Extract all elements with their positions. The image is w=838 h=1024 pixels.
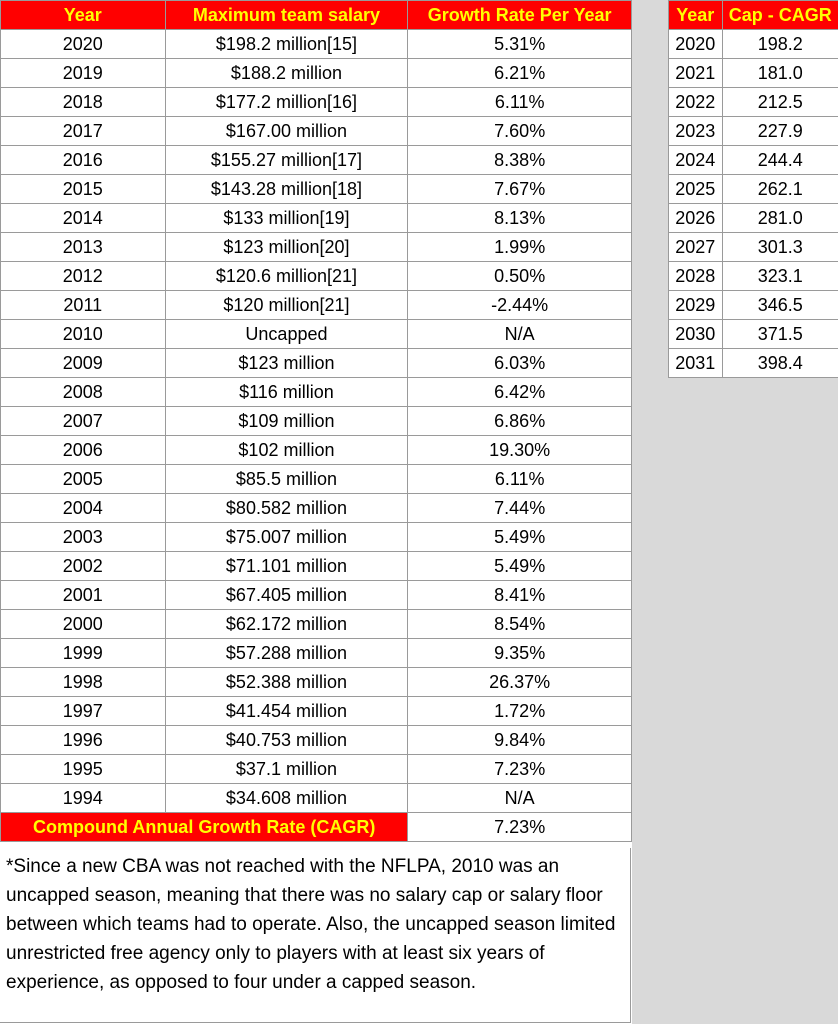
projection-row	[669, 349, 838, 378]
year-cell: 1997	[1, 697, 166, 726]
growth-cell: 5.31%	[408, 30, 632, 59]
year-cell: 2020	[1, 30, 166, 59]
growth-cell: 6.42%	[408, 378, 632, 407]
year-cell: 1995	[1, 755, 166, 784]
year-cell: 2007	[1, 407, 166, 436]
table-row	[1, 291, 632, 320]
growth-cell: 8.38%	[408, 146, 632, 175]
table-row	[1, 668, 632, 697]
growth-cell: 6.03%	[408, 349, 632, 378]
salary-cell: $67.405 million	[165, 581, 408, 610]
salary-cell: $123 million	[165, 349, 408, 378]
growth-cell: 1.72%	[408, 697, 632, 726]
cagr-value: 7.23%	[408, 813, 632, 842]
salary-cell: $123 million[20]	[165, 233, 408, 262]
projection-year-cell: 2031	[669, 349, 723, 378]
year-cell: 1996	[1, 726, 166, 755]
growth-cell: 7.60%	[408, 117, 632, 146]
table-row	[1, 784, 632, 813]
year-cell: 2017	[1, 117, 166, 146]
cap-projection-table	[668, 0, 838, 378]
projection-cap-cell: 323.1	[722, 262, 838, 291]
growth-cell: -2.44%	[408, 291, 632, 320]
table-row	[1, 697, 632, 726]
year-cell: 1999	[1, 639, 166, 668]
projection-row	[669, 146, 838, 175]
growth-cell: 6.11%	[408, 88, 632, 117]
salary-cell: $120.6 million[21]	[165, 262, 408, 291]
salary-cell: $71.101 million	[165, 552, 408, 581]
salary-cell: Uncapped	[165, 320, 408, 349]
cagr-label: Compound Annual Growth Rate (CAGR)	[1, 813, 408, 842]
growth-cell: N/A	[408, 784, 632, 813]
projection-cap-cell: 346.5	[722, 291, 838, 320]
salary-cell: $57.288 million	[165, 639, 408, 668]
table-row	[1, 59, 632, 88]
projection-row	[669, 204, 838, 233]
table-row	[1, 552, 632, 581]
projection-year-cell: 2022	[669, 88, 723, 117]
projection-year-cell: 2025	[669, 175, 723, 204]
salary-cell: $155.27 million[17]	[165, 146, 408, 175]
year-cell: 2015	[1, 175, 166, 204]
table-row	[1, 378, 632, 407]
header-growth-rate: Growth Rate Per Year	[408, 1, 632, 30]
year-cell: 2018	[1, 88, 166, 117]
salary-cell: $116 million	[165, 378, 408, 407]
table-row	[1, 233, 632, 262]
table-row	[1, 349, 632, 378]
growth-cell: 7.67%	[408, 175, 632, 204]
year-cell: 2003	[1, 523, 166, 552]
projection-row	[669, 233, 838, 262]
salary-cell: $198.2 million[15]	[165, 30, 408, 59]
projection-row	[669, 117, 838, 146]
projection-year-cell: 2021	[669, 59, 723, 88]
year-cell: 2002	[1, 552, 166, 581]
salary-cell: $37.1 million	[165, 755, 408, 784]
growth-cell: 6.86%	[408, 407, 632, 436]
salary-cell: $40.753 million	[165, 726, 408, 755]
year-cell: 2006	[1, 436, 166, 465]
table-row	[1, 523, 632, 552]
year-cell: 2012	[1, 262, 166, 291]
year-cell: 2001	[1, 581, 166, 610]
year-cell: 2008	[1, 378, 166, 407]
growth-cell: 5.49%	[408, 552, 632, 581]
year-cell: 2014	[1, 204, 166, 233]
year-cell: 1998	[1, 668, 166, 697]
growth-cell: 5.49%	[408, 523, 632, 552]
year-cell: 1994	[1, 784, 166, 813]
salary-cell: $41.454 million	[165, 697, 408, 726]
table-row	[1, 262, 632, 291]
salary-cell: $102 million	[165, 436, 408, 465]
projection-row	[669, 291, 838, 320]
projection-year-cell: 2027	[669, 233, 723, 262]
projection-cap-cell: 262.1	[722, 175, 838, 204]
table-row	[1, 146, 632, 175]
projection-row	[669, 262, 838, 291]
growth-cell: 0.50%	[408, 262, 632, 291]
table-row	[1, 610, 632, 639]
salary-cell: $109 million	[165, 407, 408, 436]
projection-cap-cell: 198.2	[722, 30, 838, 59]
projection-year-cell: 2030	[669, 320, 723, 349]
projection-cap-cell: 398.4	[722, 349, 838, 378]
year-cell: 2016	[1, 146, 166, 175]
projection-cap-cell: 227.9	[722, 117, 838, 146]
growth-cell: 1.99%	[408, 233, 632, 262]
projection-row	[669, 59, 838, 88]
projection-year-cell: 2026	[669, 204, 723, 233]
cagr-row	[1, 813, 632, 842]
projection-year-cell: 2029	[669, 291, 723, 320]
table-row	[1, 639, 632, 668]
projection-year-cell: 2024	[669, 146, 723, 175]
growth-cell: 8.41%	[408, 581, 632, 610]
projection-year-cell: 2020	[669, 30, 723, 59]
growth-cell: N/A	[408, 320, 632, 349]
salary-cell: $52.388 million	[165, 668, 408, 697]
header-year: Year	[1, 1, 166, 30]
projection-cap-cell: 181.0	[722, 59, 838, 88]
table-row	[1, 30, 632, 59]
table-row	[1, 117, 632, 146]
year-cell: 2005	[1, 465, 166, 494]
salary-cell: $177.2 million[16]	[165, 88, 408, 117]
growth-cell: 8.54%	[408, 610, 632, 639]
salary-cell: $133 million[19]	[165, 204, 408, 233]
salary-cell: $85.5 million	[165, 465, 408, 494]
projection-year-cell: 2023	[669, 117, 723, 146]
table-row	[1, 407, 632, 436]
header-row	[1, 1, 632, 30]
projection-cap-cell: 212.5	[722, 88, 838, 117]
projection-cap-cell: 244.4	[722, 146, 838, 175]
projection-header-row	[669, 1, 838, 30]
table-row	[1, 204, 632, 233]
salary-cell: $75.007 million	[165, 523, 408, 552]
table-row	[1, 581, 632, 610]
year-cell: 2000	[1, 610, 166, 639]
salary-cell: $120 million[21]	[165, 291, 408, 320]
table-row	[1, 175, 632, 204]
projection-row	[669, 30, 838, 59]
growth-cell: 6.21%	[408, 59, 632, 88]
growth-cell: 8.13%	[408, 204, 632, 233]
salary-cell: $62.172 million	[165, 610, 408, 639]
growth-cell: 6.11%	[408, 465, 632, 494]
year-cell: 2004	[1, 494, 166, 523]
table-row	[1, 726, 632, 755]
projection-row	[669, 175, 838, 204]
salary-cell: $143.28 million[18]	[165, 175, 408, 204]
year-cell: 2013	[1, 233, 166, 262]
year-cell: 2009	[1, 349, 166, 378]
projection-header-cap: Cap - CAGR	[722, 1, 838, 30]
projection-cap-cell: 371.5	[722, 320, 838, 349]
projection-cap-cell: 281.0	[722, 204, 838, 233]
growth-cell: 26.37%	[408, 668, 632, 697]
projection-header-year: Year	[669, 1, 723, 30]
growth-cell: 19.30%	[408, 436, 632, 465]
salary-cell: $34.608 million	[165, 784, 408, 813]
growth-cell: 9.35%	[408, 639, 632, 668]
projection-row	[669, 88, 838, 117]
projection-cap-cell: 301.3	[722, 233, 838, 262]
growth-cell: 9.84%	[408, 726, 632, 755]
year-cell: 2019	[1, 59, 166, 88]
footnote	[0, 848, 631, 1023]
growth-cell: 7.44%	[408, 494, 632, 523]
header-max-salary: Maximum team salary	[165, 1, 408, 30]
year-cell: 2011	[1, 291, 166, 320]
table-row	[1, 755, 632, 784]
year-cell: 2010	[1, 320, 166, 349]
footnote-text: *Since a new CBA was not reached with the NFLPA, 2010 was an uncapped season, meaning that there was no salary cap or salary floor between which teams had to operate. Also, the uncapped season limited unrestricted free agency only to players with at least six years of experience, as opposed to four under a capped season.	[6, 856, 616, 993]
table-row	[1, 436, 632, 465]
table-row	[1, 88, 632, 117]
salary-cell: $80.582 million	[165, 494, 408, 523]
salary-cell: $167.00 million	[165, 117, 408, 146]
table-row	[1, 465, 632, 494]
projection-year-cell: 2028	[669, 262, 723, 291]
growth-cell: 7.23%	[408, 755, 632, 784]
table-row	[1, 320, 632, 349]
projection-row	[669, 320, 838, 349]
salary-cell: $188.2 million	[165, 59, 408, 88]
table-row	[1, 494, 632, 523]
